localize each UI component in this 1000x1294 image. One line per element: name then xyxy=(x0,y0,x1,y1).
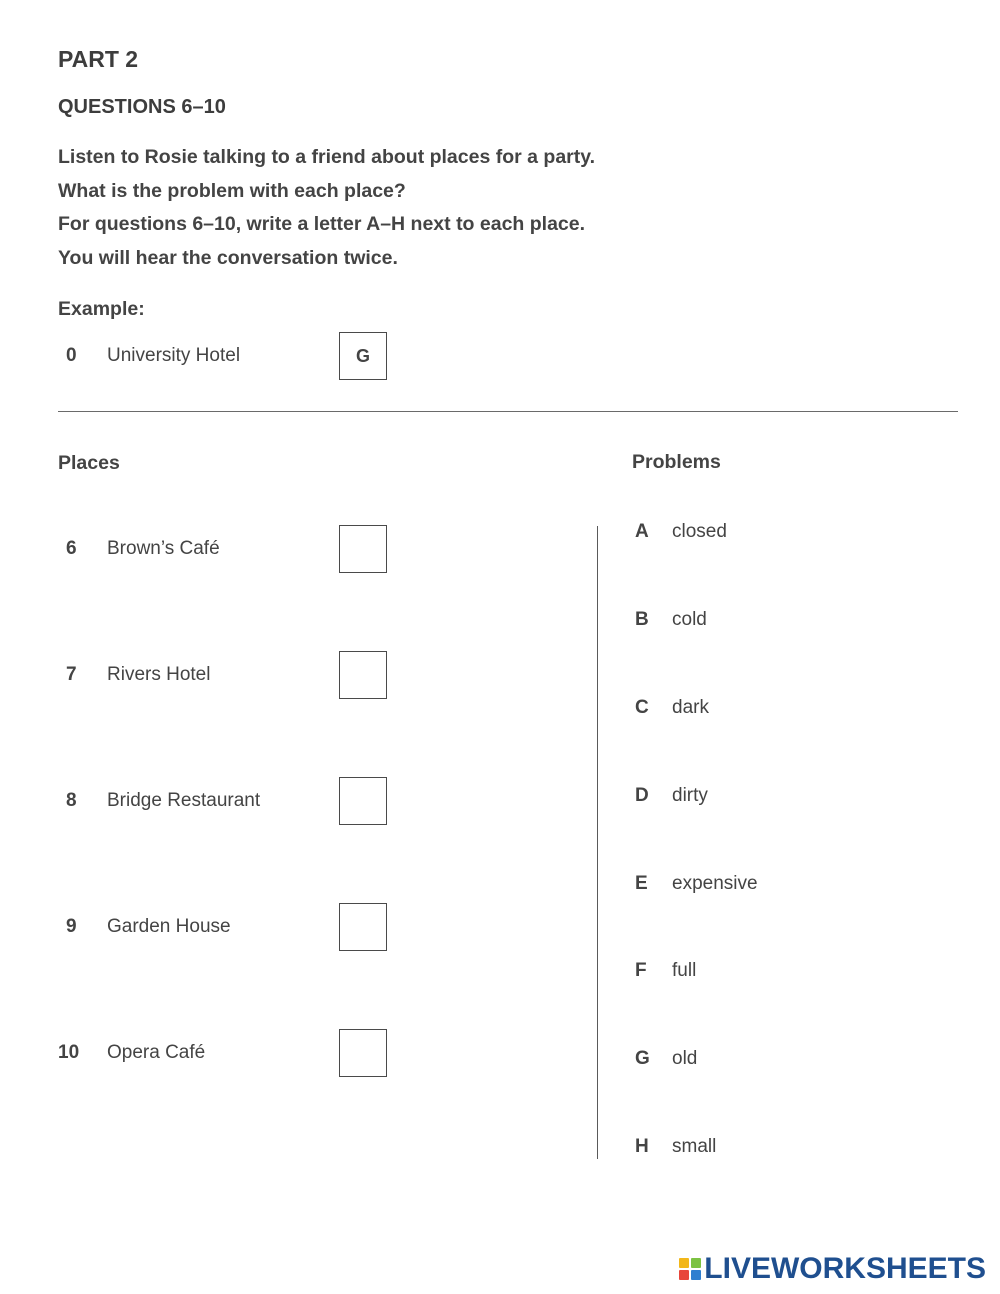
instruction-line-4: You will hear the conversation twice. xyxy=(58,247,398,269)
problem-text-f: full xyxy=(672,960,697,981)
place-number-9: 9 xyxy=(66,916,77,937)
problem-text-g: old xyxy=(672,1048,698,1069)
answer-box-7[interactable] xyxy=(339,651,387,699)
problem-text-d: dirty xyxy=(672,785,708,806)
answer-box-9[interactable] xyxy=(339,903,387,951)
logo-text: LIVEWORKSHEETS xyxy=(704,1252,986,1285)
problem-letter-g: G xyxy=(635,1048,650,1069)
instruction-line-2: What is the problem with each place? xyxy=(58,180,406,202)
place-name-10: Opera Café xyxy=(107,1042,206,1063)
example-label: Example: xyxy=(58,298,145,320)
problem-text-b: cold xyxy=(672,609,707,630)
logo-cell-v xyxy=(679,1270,689,1280)
column-separator xyxy=(597,526,598,1159)
place-name-7: Rivers Hotel xyxy=(107,664,211,685)
answer-box-8[interactable] xyxy=(339,777,387,825)
logo-cell-i xyxy=(691,1258,701,1268)
problem-letter-a: A xyxy=(635,521,649,542)
problem-letter-f: F xyxy=(635,960,647,981)
liveworksheets-logo xyxy=(679,1252,986,1286)
problem-text-c: dark xyxy=(672,697,709,718)
section-divider xyxy=(58,411,958,412)
part-title: PART 2 xyxy=(58,46,139,72)
answer-box-6[interactable] xyxy=(339,525,387,573)
problem-letter-d: D xyxy=(635,785,649,806)
logo-grid-icon xyxy=(679,1258,701,1280)
problem-letter-h: H xyxy=(635,1136,649,1157)
logo-cell-l xyxy=(679,1258,689,1268)
problem-text-a: closed xyxy=(672,521,727,542)
problem-text-e: expensive xyxy=(672,873,758,894)
logo-cell-e xyxy=(691,1270,701,1280)
place-number-7: 7 xyxy=(66,664,77,685)
problem-letter-c: C xyxy=(635,697,649,718)
example-answer-box: G xyxy=(339,332,387,380)
place-name-9: Garden House xyxy=(107,916,231,937)
example-number: 0 xyxy=(66,345,77,366)
instruction-line-3: For questions 6–10, write a letter A–H next to each place. xyxy=(58,213,586,235)
example-place: University Hotel xyxy=(107,345,241,366)
place-name-6: Brown’s Café xyxy=(107,538,220,559)
problems-heading: Problems xyxy=(632,451,721,473)
problem-letter-b: B xyxy=(635,609,649,630)
problem-letter-e: E xyxy=(635,873,648,894)
places-heading: Places xyxy=(58,452,120,474)
problem-text-h: small xyxy=(672,1136,717,1157)
instruction-line-1: Listen to Rosie talking to a friend about places for a party. xyxy=(58,146,596,168)
place-number-6: 6 xyxy=(66,538,77,559)
place-name-8: Bridge Restaurant xyxy=(107,790,261,811)
answer-box-10[interactable] xyxy=(339,1029,387,1077)
place-number-8: 8 xyxy=(66,790,77,811)
place-number-10: 10 xyxy=(58,1042,80,1063)
questions-title: QUESTIONS 6–10 xyxy=(58,96,226,118)
